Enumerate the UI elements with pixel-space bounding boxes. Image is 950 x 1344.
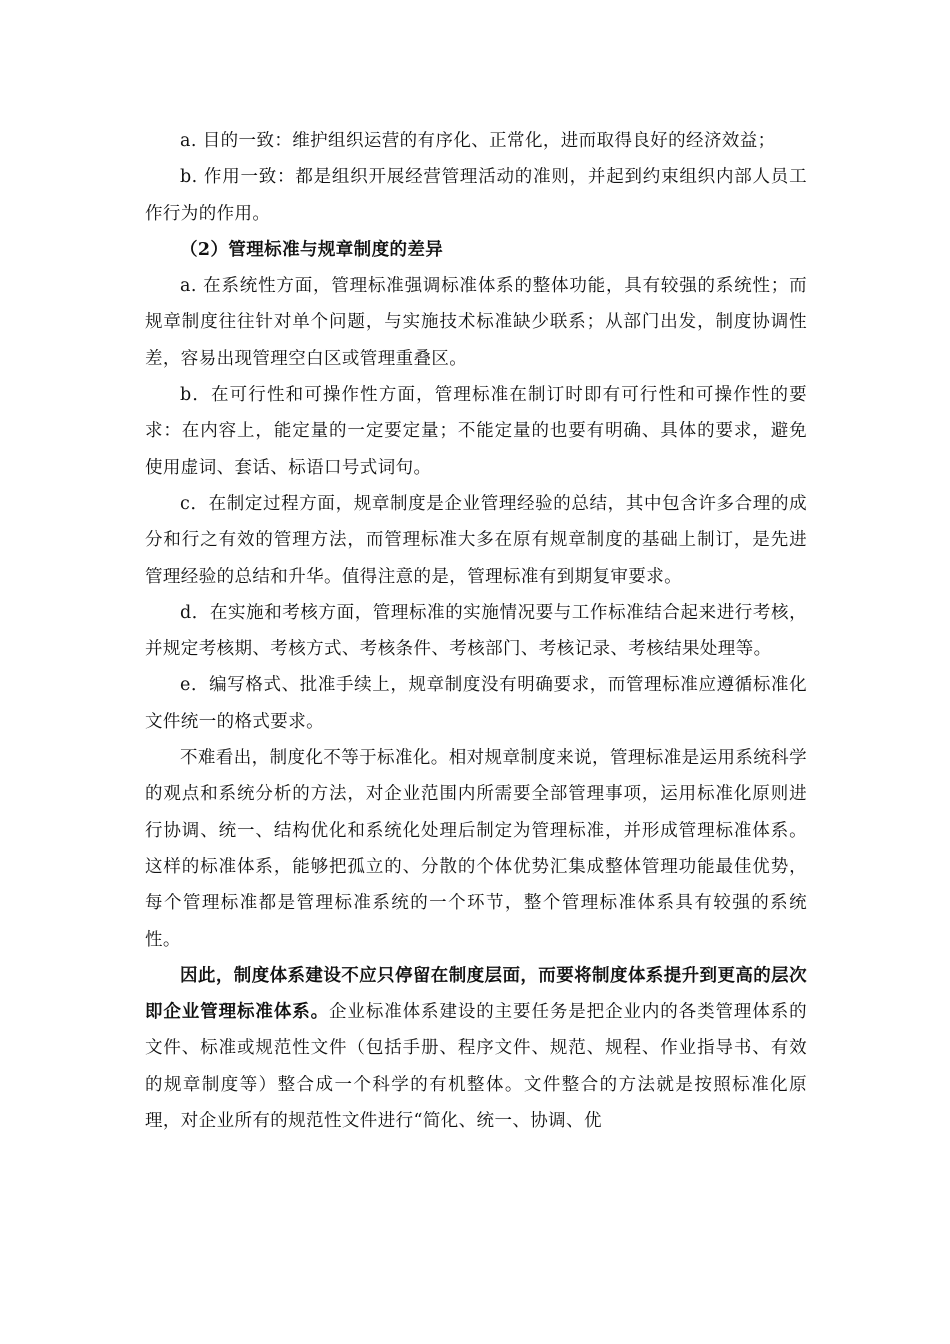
paragraph-format-approval: e．编写格式、批准手续上，规章制度没有明确要求，而管理标准应遵循标准化文件统一的格式要求。	[145, 675, 807, 732]
paragraph-purpose-consistent: a. 目的一致：维护组织运营的有序化、正常化，进而取得良好的经济效益；	[180, 131, 776, 151]
paragraph-continuation: 企业标准体系建设的主要任务是把企业内的各类管理体系的文件、标准或规范性文件（包括手册、程序文件、规范、规程、作业指导书、有效的规章制度等）整合成一个科学的有机整体。文件整合的方法就是按照标准化原理，对企业所有的规范性文件进行“简化、统一、协调、优	[145, 1002, 807, 1132]
paragraph-implementation-assessment: d．在实施和考核方面，管理标准的实施情况要与工作标准结合起来进行考核，并规定考核期、考核方式、考核条件、考核部门、考核记录、考核结果处理等。	[145, 602, 807, 660]
paragraph-therefore	[145, 958, 807, 1139]
emphasis-text: 因此，制度体系建设不应只停留在制度层面，而要将制度体系提升到更高的层次即企业管理标准体系。	[145, 965, 807, 1023]
paragraph-feasibility: b．在可行性和可操作性方面，管理标准在制订时即有可行性和可操作性的要求：在内容上，能定量的一定要定量；不能定量的也要有明确、具体的要求，避免使用虚词、套话、标语口号式词句。	[145, 385, 807, 478]
paragraph-conclusion: 不难看出，制度化不等于标准化。相对规章制度来说，管理标准是运用系统科学的观点和系统分析的方法，对企业范围内所需要全部管理事项，运用标准化原则进行协调、统一、结构优化和系统化处理后制定为管理标准，并形成管理标准体系。这样的标准体系，能够把孤立的、分散的个体优势汇集成整体管理功能最佳优势，每个管理标准都是管理标准系统的一个环节，整个管理标准体系具有较强的系统性。	[145, 748, 807, 950]
paragraph-systematic: a. 在系统性方面，管理标准强调标准体系的整体功能，具有较强的系统性；而规章制度往往针对单个问题，与实施技术标准缺少联系；从部门出发，制度协调性差，容易出现管理空白区或管理重叠区。	[145, 276, 807, 369]
section-heading-differences: （2）管理标准与规章制度的差异	[180, 239, 444, 260]
paragraph-formulation-process: c．在制定过程方面，规章制度是企业管理经验的总结，其中包含许多合理的成分和行之有效的管理方法，而管理标准大多在原有规章制度的基础上制订，是先进管理经验的总结和升华。值得注意的是，管理标准有到期复审要求。	[145, 493, 807, 587]
document-body	[145, 123, 807, 1139]
paragraph-function-consistent: b. 作用一致：都是组织开展经营管理活动的准则，并起到约束组织内部人员工作行为的作用。	[145, 167, 807, 224]
